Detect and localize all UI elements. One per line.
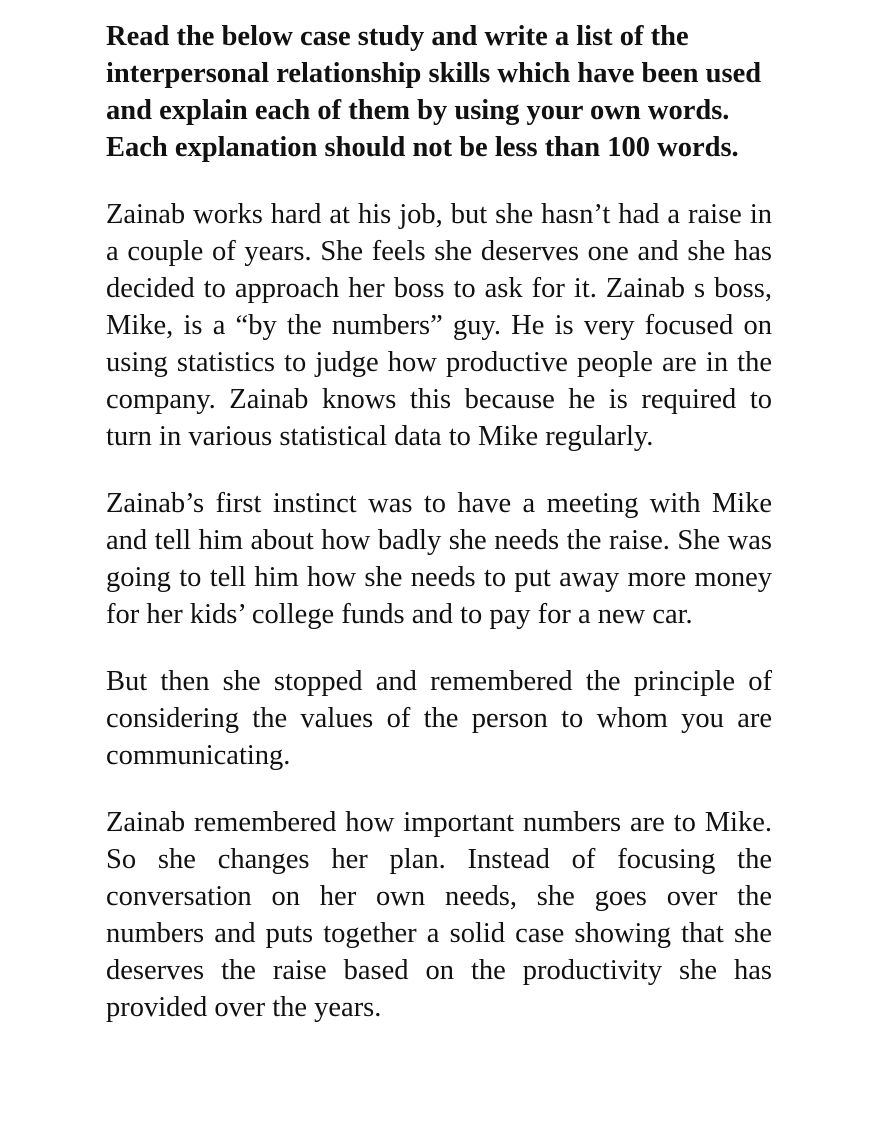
case-paragraph-1: Zainab works hard at his job, but she hasn’t had a raise in a couple of years. She feels she deserves one and she has decided to approach her boss to ask for it. Zainab s boss, Mike, is a “by the numbers” guy. He is very focused on using statistics to judge how productive people are in the company. Zainab knows this because he is required to turn in various statistical data to Mike regularly. <box>106 199 772 452</box>
case-paragraph-2: Zainab’s first instinct was to have a meeting with Mike and tell him about how badly she needs the raise. She was going to tell him how she needs to put away more money for her kids’ college funds and to pay for a new car. <box>106 488 772 630</box>
case-paragraph-4: Zainab remembered how important numbers are to Mike. So she changes her plan. Instead of focusing the conversation on her own needs, she goes over the numbers and puts together a solid case showing that she deserves the raise based on the productivity she has provided over the years. <box>106 807 772 1023</box>
instruction-heading: Read the below case study and write a list of the interpersonal relationship skills which have been used and explain each of them by using your own words. Each explanation should not be less than 100 words. <box>106 21 762 163</box>
case-paragraph-3: But then she stopped and remembered the principle of considering the values of the person to whom you are communicating. <box>106 666 772 771</box>
document-page <box>106 18 772 1026</box>
